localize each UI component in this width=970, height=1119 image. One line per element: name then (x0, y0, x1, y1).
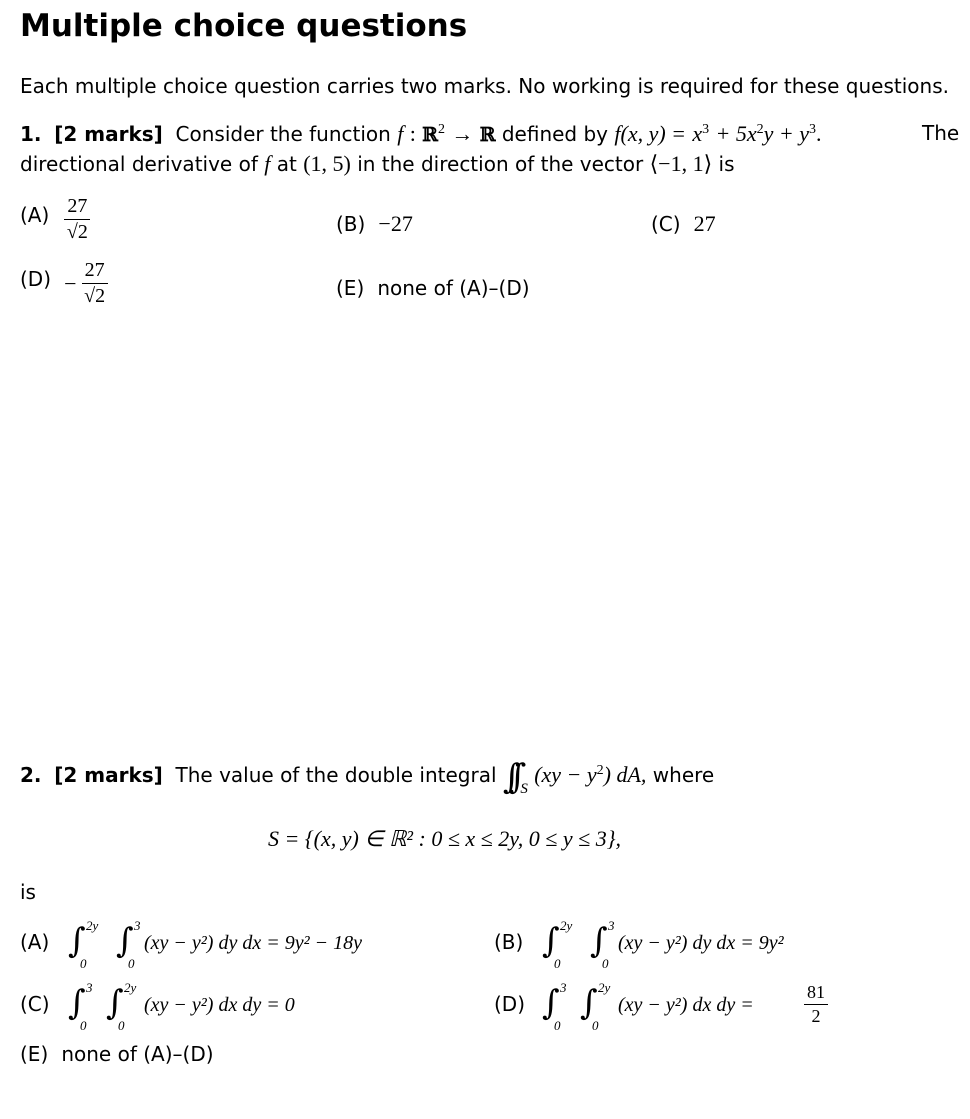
q1-option-e-value: none of (A)–(D) (377, 276, 530, 300)
q1-option-a-num: 27 (64, 195, 90, 220)
q2-option-d-outer-upper: 3 (560, 980, 567, 995)
q1-option-a-den: √2 (66, 221, 88, 243)
intro-text: Each multiple choice question carries two marks. No working is required for these questions. (20, 74, 949, 98)
q1-option-b-value: −27 (378, 211, 413, 236)
q1-formula-c-exp: 3 (809, 122, 816, 137)
q1-option-c-label: (C) (651, 212, 681, 236)
q1-option-b-label: (B) (336, 212, 366, 236)
q1-text1: Consider the function (175, 122, 391, 146)
q1-colon: : (409, 121, 416, 146)
q2-set-definition: S = {(x, y) ∈ ℝ² : 0 ≤ x ≤ 2y, 0 ≤ y ≤ 3}, (268, 826, 622, 851)
q1-line-1 (20, 121, 822, 147)
q1-number: 1. (20, 122, 42, 146)
q1-vector: ⟨−1, 1⟩ (649, 151, 713, 176)
q2-option-b-outer-lower: 0 (554, 956, 561, 971)
q2-option-c-body: (xy − y²) dx dy = 0 (144, 994, 295, 1016)
q2-where: where (652, 763, 715, 787)
q2-integrand-end: ) dA, (603, 762, 647, 787)
q2-option-c[interactable] (20, 980, 460, 1036)
q1-option-d-label: (D) (20, 267, 52, 291)
q2-option-e[interactable] (20, 1042, 214, 1066)
q2-option-a-outer-lower: 0 (80, 956, 87, 971)
q1-formula-b: + 5x (715, 121, 757, 146)
q2-integrand: (xy − y (534, 762, 597, 787)
q1-option-c[interactable] (651, 211, 716, 237)
q1-domain: ℝ (422, 124, 438, 146)
q2-option-b-label: (B) (494, 930, 524, 954)
q1-option-a-fraction (64, 195, 90, 244)
q2-option-d-outer-lower: 0 (554, 1018, 561, 1033)
integral-icon: ∫ (590, 921, 608, 961)
q1-option-d[interactable] (20, 259, 108, 308)
q2-option-a-inner-upper: 3 (134, 918, 141, 933)
q1-text3: in the direction of the vector (357, 152, 644, 176)
q1-formula-lhs: f(x, y) = (614, 121, 687, 146)
q1-formula-a: x (692, 121, 703, 146)
q1-formula-b-exp: 2 (756, 122, 764, 137)
q2-region-sub: S (520, 781, 528, 797)
integral-icon: ∫ (542, 983, 560, 1023)
q1-option-d-den: √2 (84, 285, 106, 307)
q1-option-e[interactable] (336, 276, 530, 300)
q2-option-c-label: (C) (20, 992, 50, 1016)
q2-option-c-outer-lower: 0 (80, 1018, 87, 1033)
q1-formula-c: y + y (763, 121, 809, 146)
q2-option-d-body: (xy − y²) dx dy = (618, 994, 754, 1016)
integral-icon: ∫ (542, 921, 560, 961)
integral-icon: ∫ (68, 983, 86, 1023)
q1-point: (1, 5) (303, 151, 351, 176)
q2-option-d-inner-upper: 2y (598, 980, 611, 995)
q1-option-d-fraction (82, 259, 108, 308)
q2-option-a-body: (xy − y²) dy dx = 9y² − 18y (144, 932, 362, 954)
double-integral-icon: ∫∫ (502, 757, 515, 797)
q2-option-c-inner-upper: 2y (124, 980, 137, 995)
integral-icon: ∫ (580, 983, 598, 1023)
q2-option-d-fraction (804, 982, 828, 1027)
q1-defined-by: defined by (501, 122, 609, 146)
q2-option-b-inner-lower: 0 (602, 956, 609, 971)
q1-text2-f: f (264, 151, 271, 176)
q1-domain-exp: 2 (437, 122, 445, 137)
q1-text2: directional derivative of (20, 152, 258, 176)
q1-line-2 (20, 151, 735, 177)
q1-text2-at: at (276, 152, 297, 176)
q1-option-e-label: (E) (336, 276, 365, 300)
q1-option-b[interactable] (336, 211, 413, 237)
q1-func: f (397, 121, 404, 146)
q2-option-b[interactable] (494, 918, 934, 974)
page-title: Multiple choice questions (20, 8, 468, 44)
q1-option-c-value: 27 (693, 211, 716, 236)
q1-marks: [2 marks] (54, 122, 163, 146)
integral-icon: ∫ (116, 921, 134, 961)
q2-option-b-outer-upper: 2y (560, 918, 573, 933)
q2-marks: [2 marks] (54, 763, 163, 787)
q1-formula-a-exp: 3 (702, 122, 710, 137)
q2-option-e-label: (E) (20, 1042, 49, 1066)
q1-option-a[interactable] (20, 195, 90, 244)
q1-formula-end: . (816, 121, 822, 146)
q2-option-a-outer-upper: 2y (86, 918, 99, 933)
q2-option-d-inner-lower: 0 (592, 1018, 599, 1033)
q2-integrand-exp: 2 (596, 763, 604, 778)
q2-number: 2. (20, 763, 42, 787)
q2-option-b-inner-upper: 3 (608, 918, 615, 933)
q1-arrow: → (451, 121, 474, 146)
q2-line-1 (20, 754, 715, 797)
integral-icon: ∫ (106, 983, 124, 1023)
integral-icon: ∫ (68, 921, 86, 961)
q2-option-c-outer-upper: 3 (86, 980, 93, 995)
q2-is: is (20, 880, 36, 904)
q1-codomain: ℝ (479, 124, 496, 146)
q1-text4: is (718, 152, 735, 176)
q2-text1: The value of the double integral (175, 763, 497, 787)
q2-option-a-inner-lower: 0 (128, 956, 135, 971)
q2-option-a[interactable] (20, 918, 460, 974)
q2-option-d-den: 2 (811, 1006, 821, 1026)
q1-the: The (922, 121, 960, 145)
q2-option-d[interactable] (494, 980, 934, 1036)
q2-option-e-value: none of (A)–(D) (61, 1042, 214, 1066)
q2-option-d-num: 81 (804, 982, 828, 1005)
q2-option-d-label: (D) (494, 992, 526, 1016)
q1-option-d-sign: − (64, 270, 77, 296)
q1-option-a-label: (A) (20, 203, 50, 227)
q2-option-a-label: (A) (20, 930, 50, 954)
q1-option-d-num: 27 (82, 259, 108, 284)
q2-option-c-inner-lower: 0 (118, 1018, 125, 1033)
q2-option-b-body: (xy − y²) dy dx = 9y² (618, 932, 784, 954)
